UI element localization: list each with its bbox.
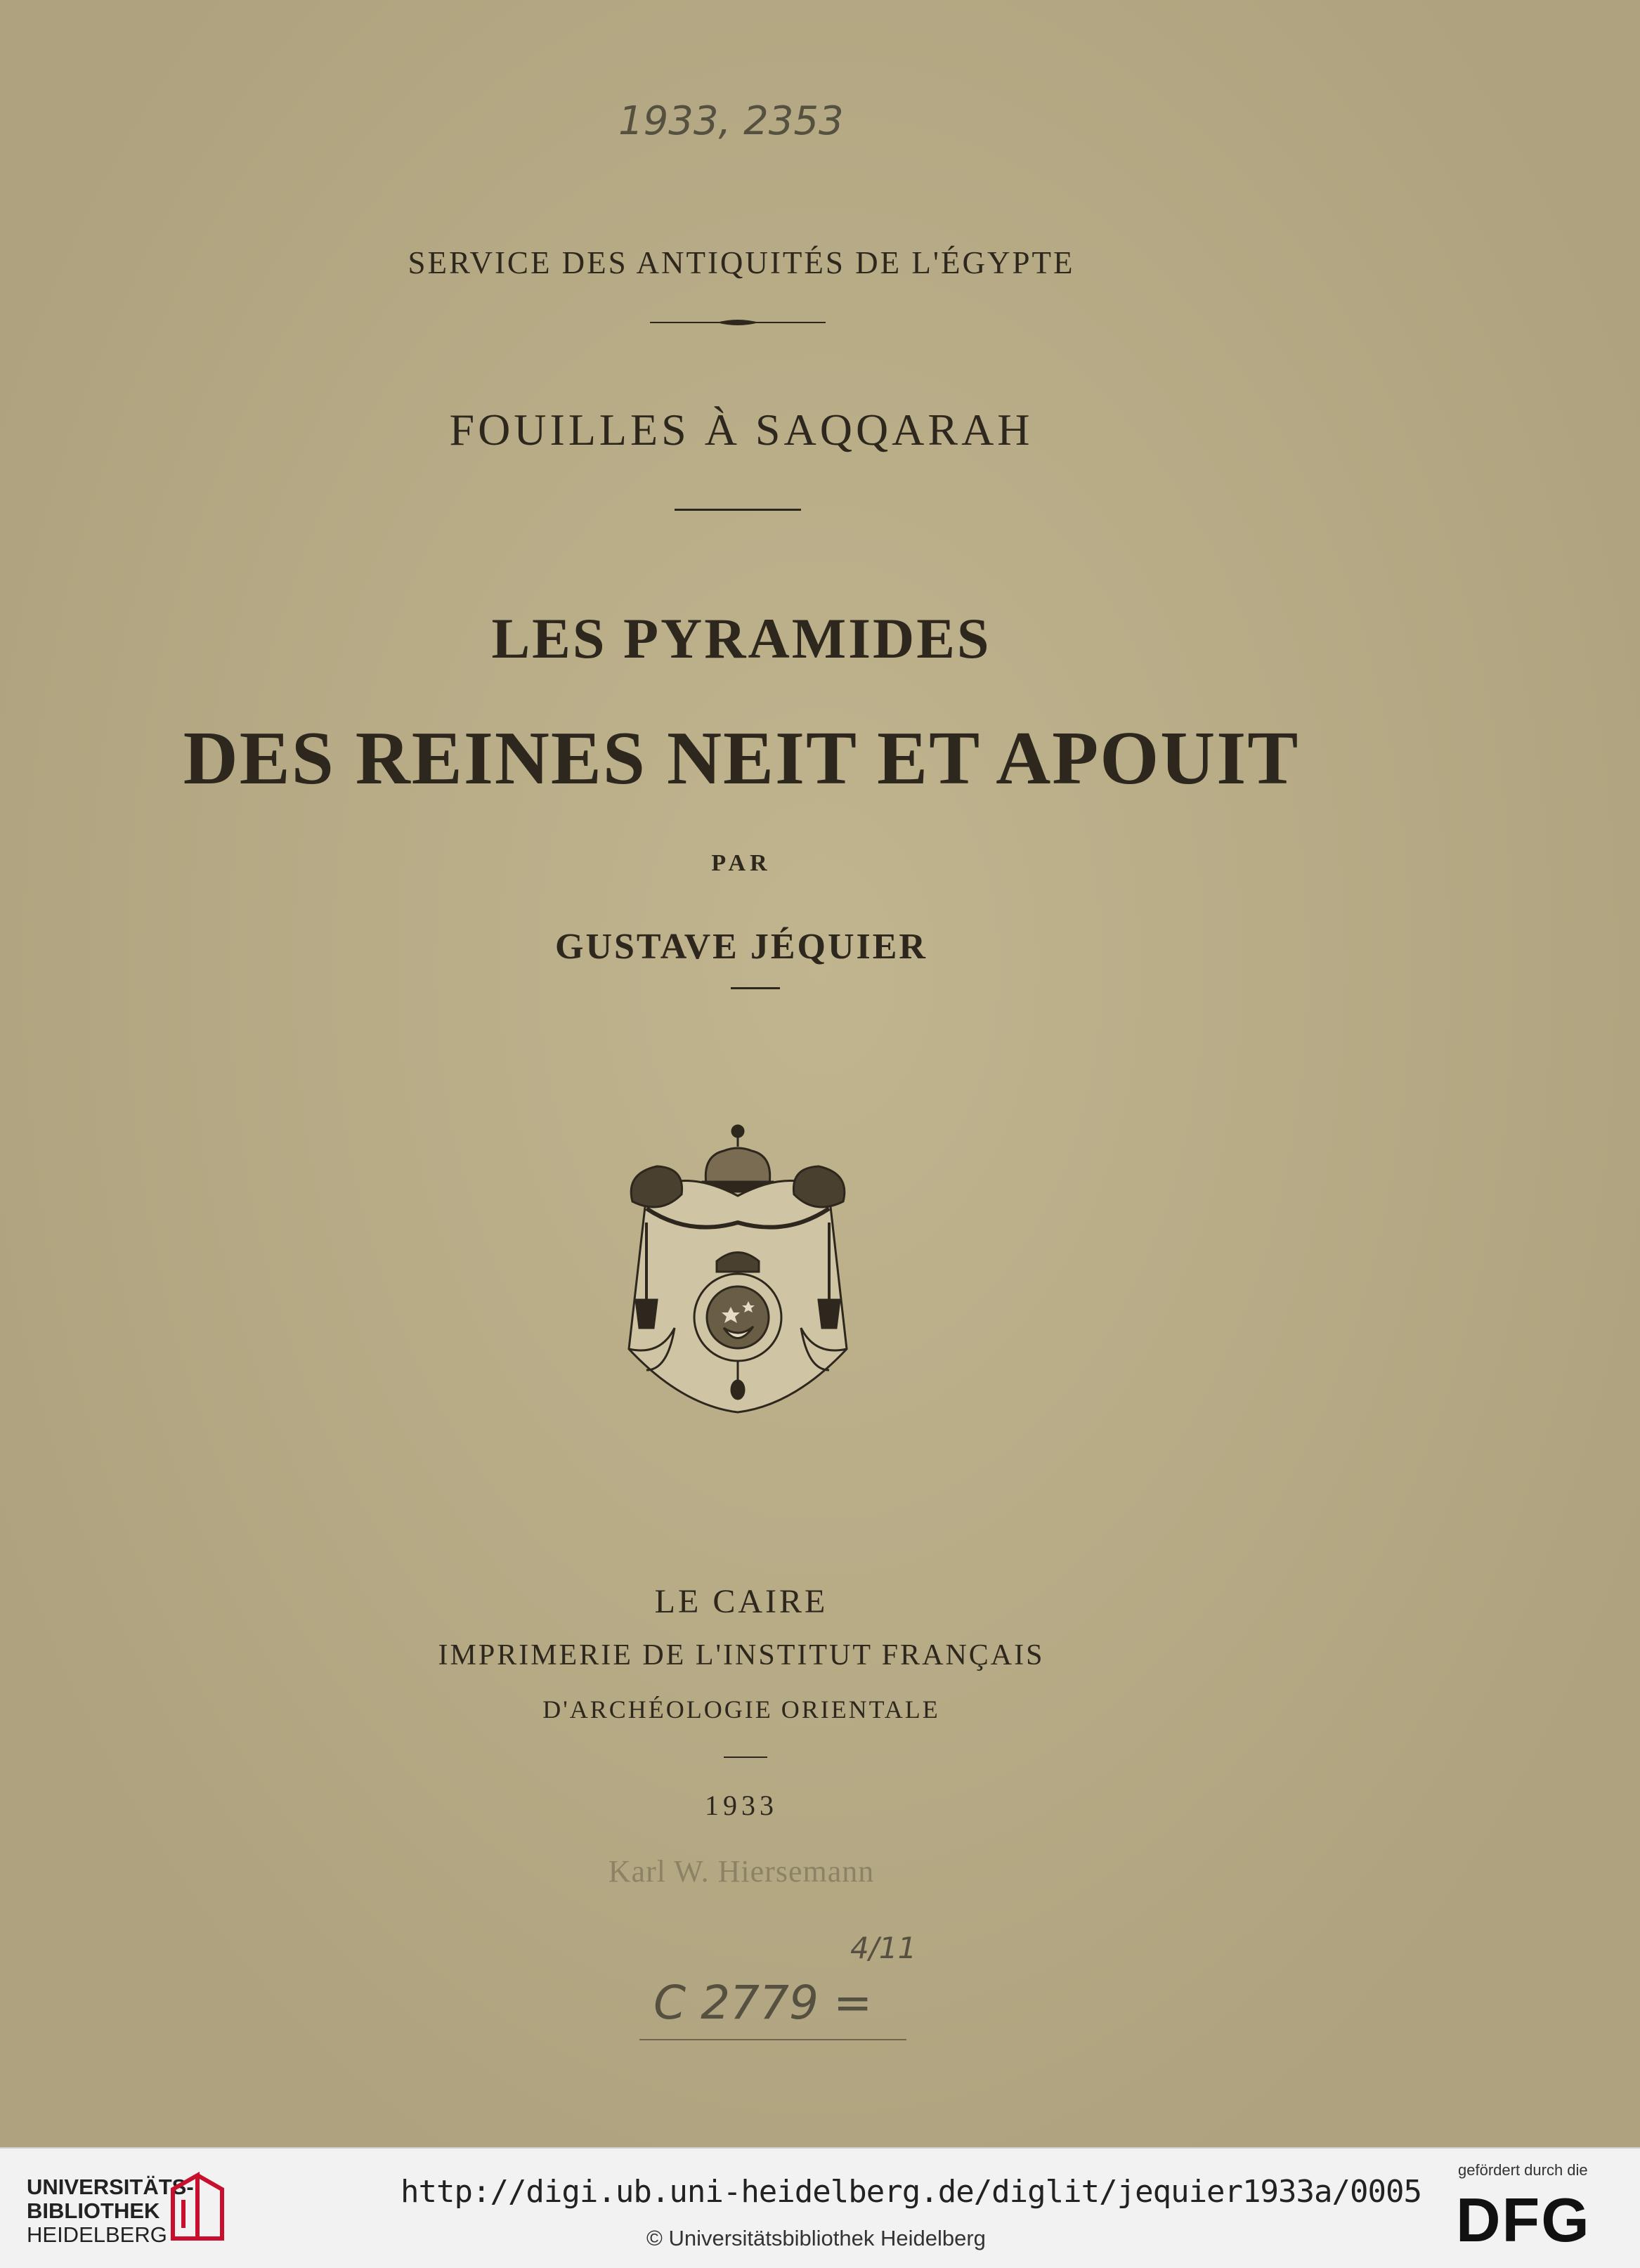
page-url[interactable]: http://digi.ub.uni-heidelberg.de/diglit/jequier1933a/0005 — [401, 2174, 1421, 2210]
service-heading: SERVICE DES ANTIQUITÉS DE L'ÉGYPTE — [408, 245, 1075, 280]
par-label: PAR — [711, 850, 772, 876]
title-line-1: LES PYRAMIDES — [491, 606, 991, 670]
handwritten-top-note: 1933, 2353 — [618, 98, 844, 144]
funding-note: gefördert durch die — [1458, 2161, 1588, 2179]
library-line-3: HEIDELBERG — [27, 2222, 167, 2247]
dfg-logo: DFG — [1456, 2185, 1591, 2255]
library-footer — [0, 2147, 1640, 2268]
publisher-line-2: D'ARCHÉOLOGIE ORIENTALE — [542, 1695, 940, 1723]
ornament-rule — [650, 318, 826, 327]
publisher-rule — [724, 1757, 767, 1758]
author-name: GUSTAVE JÉQUIER — [555, 927, 928, 967]
publisher-line-1: IMPRIMERIE DE L'INSTITUT FRANÇAIS — [438, 1639, 1045, 1671]
series-heading: FOUILLES À SAQQARAH — [449, 405, 1034, 455]
short-rule — [731, 987, 780, 989]
title-line-2: DES REINES NEIT ET APOUIT — [183, 717, 1300, 800]
coat-of-arms — [618, 1117, 871, 1426]
publisher-city: LE CAIRE — [654, 1583, 828, 1620]
underline-mark — [639, 2039, 906, 2040]
handwritten-fraction: 4/11 — [850, 1931, 917, 1965]
ub-logo-icon — [166, 2168, 229, 2247]
handwritten-call-number: C 2779 = — [653, 1976, 873, 2030]
publication-year: 1933 — [705, 1790, 778, 1821]
library-line-2: BIBLIOTHEK — [27, 2198, 160, 2223]
copyright-notice: © Universitätsbibliothek Heidelberg — [646, 2226, 986, 2250]
library-line-1: UNIVERSITÄTS- — [27, 2175, 194, 2199]
dealer-stamp: Karl W. Hiersemann — [608, 1854, 875, 1889]
divider-rule — [675, 509, 801, 511]
